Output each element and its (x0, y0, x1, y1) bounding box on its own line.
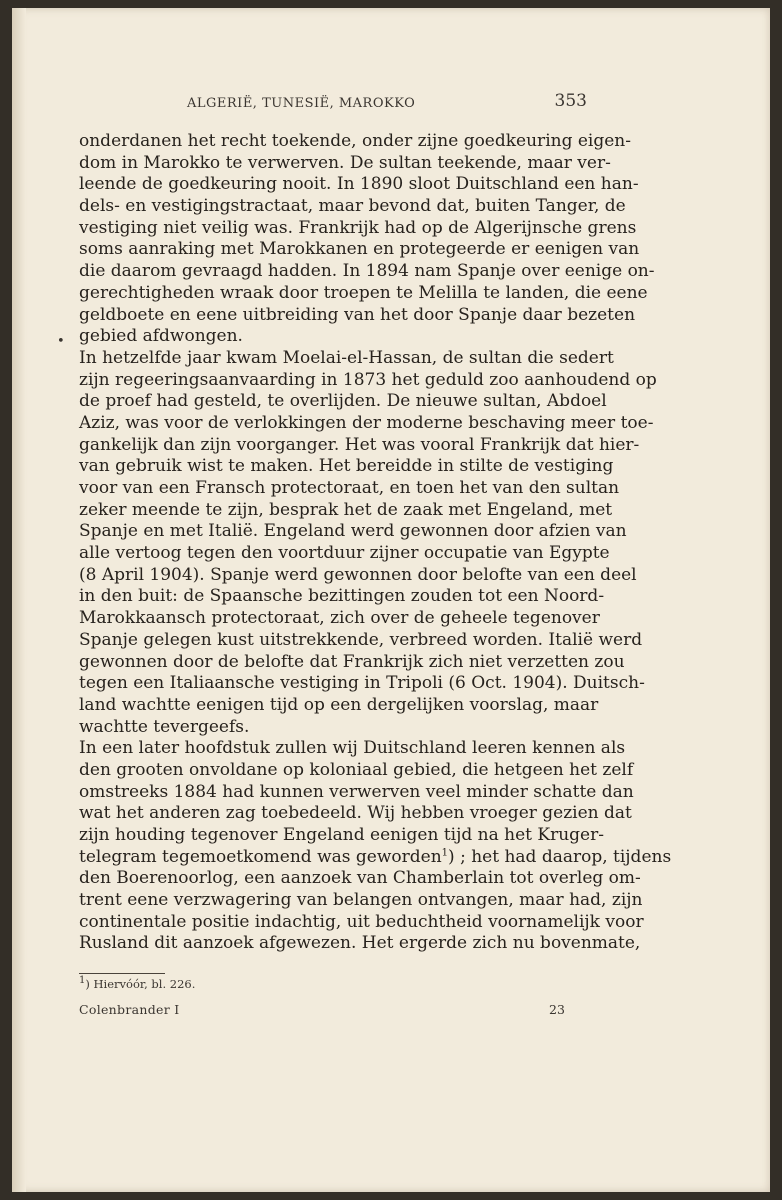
text-line: gerechtigheden wraak door troepen te Melilla te landen, die eene (79, 282, 648, 303)
text-line: den Boerenoorlog, een aanzoek van Chamberlain tot overleg om- (79, 868, 641, 889)
text-line: continentale positie indachtig, uit beduchtheid voornamelijk voor (79, 911, 644, 932)
text-line: omstreeks 1884 had kunnen verwerven veel minder schatte dan (79, 781, 634, 802)
text-line: zeker meende te zijn, besprak het de zaak met Engeland, met (79, 499, 613, 520)
margin-mark: • (57, 334, 65, 349)
text-line: dels- en vestigingstractaat, maar bevond dat, buiten Tanger, de (79, 196, 626, 217)
signature-mark: 23 (549, 1002, 565, 1017)
text-line: de proef had gesteld, te overlijden. De nieuwe sultan, Abdoel (79, 391, 607, 412)
footnote-reference[interactable]: 1 (441, 847, 449, 859)
text-line: Aziz, was voor de verlokkingen der moderne beschaving meer toe- (79, 412, 654, 433)
page-gutter (12, 8, 26, 1192)
text-line: wachtte tevergeefs. (79, 716, 250, 737)
page-number: 353 (554, 91, 587, 111)
running-head: ALGERIË, TUNESIË, MAROKKO (187, 96, 416, 111)
footnote-text: ) Hiervóór, bl. 226. (85, 977, 196, 991)
text-line: gewonnen door de belofte dat Frankrijk zich niet verzetten zou (79, 651, 625, 672)
text-line: geldboete en eene uitbreiding van het door Spanje daar bezeten (79, 304, 636, 325)
text-line: voor van een Fransch protectoraat, en toen het van den sultan (79, 478, 620, 498)
text-line: in den buit: de Spaansche bezittingen zouden tot een Noord- (79, 586, 605, 607)
paragraph-start-line: In hetzelfde jaar kwam Moelai-el-Hassan, de sultan die sedert (79, 347, 614, 368)
body-text (79, 131, 672, 955)
text-line: van gebruik wist te maken. Het bereidde in stilte de vestiging (79, 456, 614, 477)
text-line: vestiging niet veilig was. Frankrijk had op de Algerijnsche grens (79, 217, 637, 238)
text-line: trent eene verzwagering van belangen ontvangen, maar had, zijn (79, 890, 643, 911)
text-line: gebied afdwongen. (79, 326, 243, 347)
signature-label: Colenbrander I (79, 1002, 180, 1017)
text-line: zijn houding tegenover Engeland eenigen tijd na het Kruger- (79, 825, 604, 845)
text-line: die daarom gevraagd hadden. In 1894 nam Spanje over eenige on- (79, 261, 655, 282)
text-line: wat het anderen zag toebedeeld. Wij hebben vroeger gezien dat (79, 803, 632, 824)
footnote-divider (79, 973, 165, 974)
text-fragment: ) ; het had daarop, tijdens (448, 846, 672, 867)
text-line: tegen een Italiaansche vestiging in Tripoli (6 Oct. 1904). Duitsch- (79, 673, 645, 694)
paragraph-start-line: In een later hoofdstuk zullen wij Duitschland leeren kennen als (79, 738, 626, 759)
text-line: Spanje gelegen kust uitstrekkende, verbreed worden. Italië werd (79, 629, 643, 650)
text-line: den grooten onvoldane op koloniaal gebied, die hetgeen het zelf (79, 759, 634, 780)
footnote-marker: 1 (79, 975, 86, 987)
text-line: (8 April 1904). Spanje werd gewonnen door belofte van een deel (79, 564, 637, 585)
text-line: alle vertoog tegen den voortduur zijner occupatie van Egypte (79, 543, 610, 564)
text-line: leende de goedkeuring nooit. In 1890 sloot Duitschland een han- (79, 174, 639, 195)
text-line: dom in Marokko te verwerven. De sultan teekende, maar ver- (79, 152, 611, 173)
text-line-with-footnote (79, 846, 672, 869)
text-line: zijn regeeringsaanvaarding in 1873 het geduld zoo aanhoudend op (79, 369, 657, 390)
text-line: gankelijk dan zijn voorganger. Het was vooral Frankrijk dat hier- (79, 434, 640, 455)
text-line: onderdanen het recht toekende, onder zijne goedkeuring eigen- (79, 131, 631, 151)
text-line: Spanje en met Italië. Engeland werd gewonnen door afzien van (79, 521, 627, 542)
text-line: Rusland dit aanzoek afgewezen. Het ergerde zich nu bovenmate, (79, 933, 641, 954)
text-fragment: telegram tegemoetkomend was geworden (79, 846, 442, 867)
text-line: soms aanraking met Marokkanen en protegeerde er eenigen van (79, 239, 640, 260)
text-line: land wachtte eenigen tijd op een dergelijken voorslag, maar (79, 694, 599, 715)
footnote (79, 977, 195, 991)
text-line: Marokkaansch protectoraat, zich over de geheele tegenover (79, 608, 600, 629)
